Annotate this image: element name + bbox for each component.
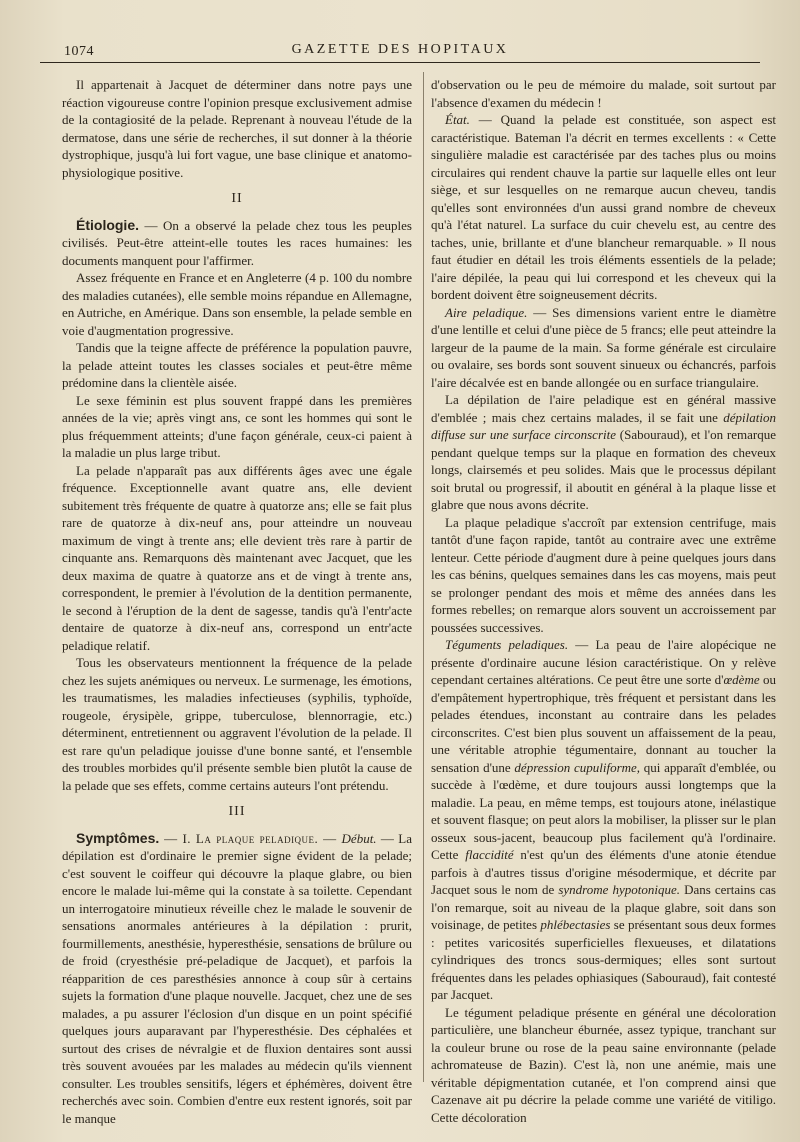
page-number: 1074 — [64, 44, 94, 59]
paragraph: Le tégument peladique présente en général une décoloration particulière, une blancheur éburnée, assez typique, tranchant sur la couleur brune ou rose de la peau saine environnante (pelade achromateuse de Bazin). C'est là, non une anémie, mais une véritable dépigmentation cutanée, et l'on comprend ainsi que Cazenave ait pu décrire la pelade comme une variété de vitiligo. Cette décoloration — [431, 1004, 776, 1125]
paragraph: Tous les observateurs mentionnent la fréquence de la pelade chez les sujets anémiques ou nerveux. Le surmenage, les émotions, les traumatismes, les maladies infectieuses (syphilis, typhoïde, rougeole, érysipèle, grippe, tuberculose, blennorragie, etc.) déterminent, entretiennent ou aggravent l'évolution de la pelade. Il est rare qu'un peladique jouisse d'une bonne santé, et l'ensemble des troubles morbides qu'il présente semble bien plutôt la cause de la pelade que ses effets, comme certains auteurs l'ont prétendu. — [62, 655, 412, 793]
left-column — [62, 76, 412, 1127]
paragraph-symptomes: Symptômes. — I. La plaque peladique. — Début. — La dépilation est d'ordinaire le premier signe évident de la pelade; c'est souvent le coiffeur qui découvre la plaque glabre, ou bien encore le malade lui-même qui la constate à sa toilette. Cependant un interrogatoire minutieux réveille chez le malade le souvenir de sensations anormales antérieures à la dépilation : prurit, fourmillements, anesthésie, hyperesthésie, sensations de brûlure ou de froid (cryesthésie pré-peladique de Jacquet), et parfois la réapparition de ces paresthésies annonce à coup sûr à certains sujets la formation d'une plaque nouvelle. Jacquet, chez une de ses malades, a pu assurer l'éclosion d'un disque en un point spécifié quelques jours auparavant par l'hyperesthésie. Des céphalées et surtout des crises de névralgie et de fluxion dentaires sont aussi très souvent avouées par les malades au médecin qu'ils viennent consulter. Les troubles sensitifs, légers et éphémères, doivent être recherchés avec soin. Combien d'entre eux restent ignorés, soit par le manque — [62, 829, 412, 1126]
paragraph: d'observation ou le peu de mémoire du malade, soit surtout par l'absence d'examen du médecin ! — [431, 77, 776, 110]
section-number: II — [231, 191, 243, 206]
paragraph-teguments: Téguments peladiques. — La peau de l'aire alopécique ne présente d'ordinaire aucune lésion caractéristique. On y relève cependant certaines altérations. Ce peut être une sorte d'œdème ou d'empâtement hypertrophique, très fréquent et persistant dans les pelades étendues, inconstant au contraire dans les pelades circonscrites. C'est bien plus souvent un affaissement de la peau, une véritable atrophie tégumentaire, donnant au toucher la sensation d'une dépression cupuliforme, qui apparaît d'emblée, ou succède à l'œdème, et dure toujours aussi longtemps que la maladie. La peau, en même temps, est toujours atone, inélastique et souvent flasque; on peut alors la mobiliser, la plisser sur le plan osseux sous-jacent, beaucoup plus facilement qu'à l'ordinaire. Cette flaccidité n'est qu'un des éléments d'une atonie étendue parfois à d'autres tissus d'origine mésodermique, et décrite par Jacquet sous le nom de syndrome hypotonique. Dans certains cas l'on remarque, soit au niveau de la plaque glabre, soit dans son voisinage, de petites phlébectasies se présentant sous deux formes : petites varicosités superficielles flexueuses, et dilatations cylindriques des troncs sous-dermiques; elles sont surtout fréquentes dans les pelades ophiasiques (Sabouraud), fait contesté par Jacquet. — [431, 637, 777, 1002]
right-column — [431, 76, 776, 1126]
paragraph-etiologie: Étiologie. — On a observé la pelade chez tous les peuples civilisés. Peut-être atteint-elle toutes les races humaines: les documents manquent pour l'affirmer. — [62, 216, 412, 268]
section-heading: Symptômes. — [76, 829, 160, 846]
column-divider — [423, 72, 424, 1082]
paragraph: Assez fréquente en France et en Angleterre (4 p. 100 du nombre des maladies cutanées), elle semble moins répandue en Allemagne, en Autriche, en Amérique. Dans son ensemble, la pelade semble en voie d'augmentation progressive. — [62, 270, 412, 338]
paragraph: La dépilation de l'aire peladique est en général massive d'emblée ; mais chez certains malades, il se fait une dépilation diffuse sur une surface circonscrite (Sabouraud), et l'on remarque pendant quelque temps sur la plaque en formation des cheveux longs, clairsemés et peu solides. Mais que le processus dépilant soit brutal ou progressif, il aboutit en général à la plaque lisse et glabre que nous avons décrite. — [431, 392, 776, 512]
paragraph-aire: Aire peladique. — Ses dimensions varient entre le diamètre d'une lentille et celui d'une pièce de 5 francs; elle peut atteindre la largeur de la paume de la main. Sa forme générale est circulaire ou ovalaire, ses bords sont souvent sinueux ou échancrés, parfois l'aire décalvée est en bande allongée ou en surface triangulaire. — [431, 304, 776, 390]
subheading: État. — [445, 112, 470, 127]
subheading: Aire peladique. — [445, 304, 528, 320]
paragraph: La pelade n'apparaît pas aux différents âges avec une égale fréquence. Exceptionnelle avant quatre ans, elle devient subitement très fréquente de quatre à quatorze ans; elle se fait plus rare de quatorze à dix-neuf ans, pour atteindre un nouveau maximum de vingt à trente ans; elle devient très rare à partir de cinquante ans. Remarquons dès maintenant avec Jacquet, que les deux maxima de quatre à quatorze ans et de vingt à trente ans, correspondent, le premier à l'évolution de la dentition permanente, le second à l'éruption de la dent de sagesse, tandis qu'à l'entr'acte dentaire de quatorze à dix-neuf ans, correspond un entr'acte peladique relatif. — [62, 462, 412, 653]
paragraph: Tandis que la teigne affecte de préférence la population pauvre, la pelade atteint toutes les classes sociales et peut-être même prédomine dans la clientèle aisée. — [62, 340, 412, 390]
subheading: Téguments peladiques. — [445, 637, 569, 652]
header-rule — [40, 62, 760, 63]
section-heading: Étiologie. — [76, 216, 139, 233]
paragraph: Le sexe féminin est plus souvent frappé dans les premières années de la vie; après vingt ans, ce sont les hommes qui sont le plus fréquemment atteints; d'une façon générale, ceux-ci paient à la maladie un plus large tribut. — [62, 392, 412, 460]
paragraph: La plaque peladique s'accroît par extension centrifuge, mais tantôt d'une façon rapide, tantôt au contraire avec une extrême lenteur. Cette période d'augment dure à peine quelques jours dans les cas bénins, quelques semaines dans les cas moyens, mais peut se prolonger pendant des mois et même des années dans les formes rebelles; on remarque alors souvent un accroissement par poussées successives. — [431, 514, 776, 635]
journal-title: GAZETTE DES HOPITAUX — [291, 42, 509, 57]
page-header — [40, 40, 760, 60]
section-number: III — [228, 804, 246, 819]
paragraph-etat: État. — Quand la pelade est constituée, son aspect est caractéristique. Bateman l'a décrit en termes excellents : « Cette singulière maladie est caractérisée par des taches plus ou moins circulaires qui rendent chauve la partie sur laquelle elles ont leur siège, et sur lesquelles on ne remarque aucun cheveu, tandis qu'elles sont environnées d'un aussi grand nombre de cheveux qu'à l'état naturel. La surface du cuir chevelu est, au centre des taches, unie, brillante et d'une blancheur remarquable. » Il nous faut étudier en détail les trois éléments essentiels de la pelade; l'aire dépilée, la peau qui lui correspond et les cheveux qui la bordent doivent être soigneusement décrits. — [431, 112, 776, 302]
paragraph: Il appartenait à Jacquet de déterminer dans notre pays une réaction vigoureuse contre l'opinion presque exclusivement admise de la contagiosité de la pelade. Reprenant à nouveau l'étude de la dermatose, dans une série de recherches, il sut donner à la théorie dystrophique, jusqu'à lui fort vague, une base clinique et anatomo-physiologique positive. — [62, 77, 412, 180]
